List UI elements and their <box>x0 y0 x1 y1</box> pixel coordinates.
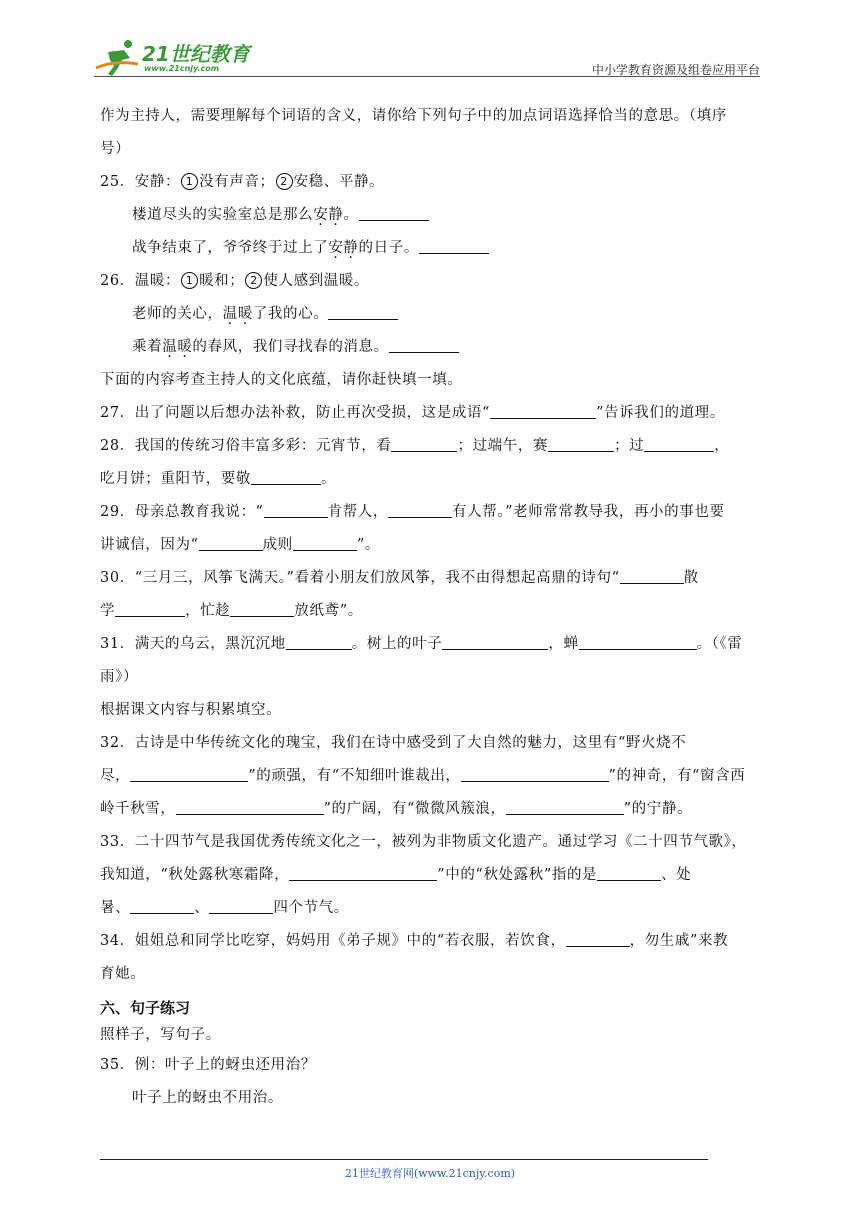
answer-blank[interactable] <box>389 336 459 353</box>
intro-line <box>100 694 764 727</box>
question-text: 成则 <box>262 537 293 553</box>
question-28 <box>100 430 764 463</box>
question-text: 、处 <box>661 867 692 883</box>
answer-blank[interactable] <box>264 501 328 518</box>
question-text: ”的广阔，有“微微风簇浪， <box>323 801 506 817</box>
question-32-cont <box>100 793 764 826</box>
question-text: ”中的“秋处露秋”指的是 <box>437 867 598 883</box>
question-text: ，勿生戚”来教 <box>629 933 729 949</box>
question-29 <box>100 496 764 529</box>
intro-line <box>100 1021 764 1049</box>
question-text: 、 <box>194 900 210 916</box>
question-text: 我知道，“秋处露秋寒霜降， <box>100 867 290 883</box>
answer-blank[interactable] <box>230 600 294 617</box>
footer-divider <box>100 1159 708 1160</box>
page-header <box>94 30 760 78</box>
answer-blank[interactable] <box>328 303 398 320</box>
logo-text: 21世纪教育 <box>142 42 250 66</box>
question-text: 。 <box>321 471 337 487</box>
question-26 <box>100 265 764 298</box>
question-34-cont <box>100 958 764 991</box>
question-text: ， <box>714 438 730 454</box>
answer-blank[interactable] <box>644 435 714 452</box>
question-30 <box>100 562 764 595</box>
section-heading: 六、句子练习 <box>100 999 191 1017</box>
answer-blank[interactable] <box>115 600 185 617</box>
question-text: 27．出了问题以后想办法补救，防止再次受损，这是成语“ <box>100 405 491 421</box>
question-text: 雨》） <box>100 669 139 685</box>
question-33-cont <box>100 859 764 892</box>
question-text: 学 <box>100 603 116 619</box>
q26-sentence-2 <box>100 331 764 364</box>
dotted-char: 静 <box>328 207 344 223</box>
question-text: ”的顽强，有“不知细叶谁裁出， <box>248 768 461 784</box>
dotted-char: 安 <box>328 240 344 256</box>
question-text: ”的神奇，有“窗含西 <box>608 768 746 784</box>
answer-blank[interactable] <box>566 930 630 947</box>
header-divider <box>94 76 760 77</box>
sentence-text: 了我的心。 <box>252 306 329 322</box>
question-text: 叶子上的蚜虫不用治。 <box>132 1090 283 1106</box>
question-text: 32．古诗是中华传统文化的瑰宝，我们在诗中感受到了大自然的魅力，这里有“野火烧不 <box>100 735 687 751</box>
circled-number: 1 <box>181 272 198 289</box>
answer-blank[interactable] <box>293 534 357 551</box>
dotted-char: 温 <box>162 339 178 355</box>
answer-blank[interactable] <box>359 204 429 221</box>
question-32 <box>100 727 764 760</box>
q25-sentence-1 <box>100 199 764 232</box>
answer-blank[interactable] <box>548 435 614 452</box>
intro-text-5: 照样子，写句子。 <box>100 1027 221 1043</box>
question-35 <box>100 1049 764 1082</box>
question-text: 31．满天的乌云，黑沉沉地 <box>100 636 286 652</box>
answer-blank[interactable] <box>130 897 194 914</box>
answer-blank[interactable] <box>419 237 489 254</box>
q25-sentence-2 <box>100 232 764 265</box>
answer-blank[interactable] <box>506 798 624 815</box>
question-text: 讲诚信，因为“ <box>100 537 199 553</box>
intro-text-4: 根据课文内容与积累填空。 <box>100 702 282 718</box>
answer-blank[interactable] <box>579 633 697 650</box>
answer-blank[interactable] <box>251 468 321 485</box>
answer-blank[interactable] <box>289 864 437 881</box>
circled-number: 1 <box>181 173 198 190</box>
answer-blank[interactable] <box>130 765 248 782</box>
q26-option-2: 使人感到温暖。 <box>263 273 370 289</box>
question-31 <box>100 628 764 661</box>
answer-blank[interactable] <box>597 864 661 881</box>
question-text: ”告诉我们的道理。 <box>596 405 725 421</box>
q26-stem: 26．温暖： <box>100 273 181 289</box>
question-text: 34．姐姐总和同学比吃穿，妈妈用《弟子规》中的“若衣服，若饮食， <box>100 933 566 949</box>
question-text: 。树上的叶子 <box>351 636 443 652</box>
site-logo <box>94 38 264 78</box>
question-text: ；过 <box>614 438 645 454</box>
question-30-cont <box>100 595 764 628</box>
question-text: 暑、 <box>100 900 131 916</box>
question-32-cont <box>100 760 764 793</box>
document-body <box>100 100 764 1115</box>
answer-blank[interactable] <box>388 501 452 518</box>
sentence-text: 乘着 <box>132 339 163 355</box>
question-27 <box>100 397 764 430</box>
answer-blank[interactable] <box>391 435 457 452</box>
intro-line <box>100 133 764 166</box>
question-text: 30．“三月三，风筝飞满天。”看着小朋友们放风筝，我不由得想起高鼎的诗句“ <box>100 570 620 586</box>
question-text: 33．二十四节气是我国优秀传统文化之一，被列为非物质文化遗产。通过学习《二十四节气歌》， <box>100 834 747 850</box>
page-footer: 21世纪教育网(www.21cnjy.com) <box>344 1167 516 1180</box>
question-25 <box>100 166 764 199</box>
sentence-text: 楼道尽头的实验室总是那么 <box>132 207 314 223</box>
q25-option-2: 安稳、平静。 <box>293 174 385 190</box>
question-text: 岭千秋雪， <box>100 801 176 817</box>
sentence-text: 战争结束了，爷爷终于过上了 <box>132 240 329 256</box>
q25-stem: 25．安静： <box>100 174 181 190</box>
question-text: 28．我国的传统习俗丰富多彩：元宵节，看 <box>100 438 392 454</box>
dotted-char: 温 <box>222 306 238 322</box>
question-text: ”。 <box>356 537 380 553</box>
question-text: 散 <box>683 570 699 586</box>
question-text: 29．母亲总教育我说：“ <box>100 504 264 520</box>
question-33-cont <box>100 892 764 925</box>
dotted-char: 安 <box>313 207 329 223</box>
question-text: 四个节气。 <box>273 900 349 916</box>
question-text: ”的宁静。 <box>623 801 693 817</box>
question-31-cont <box>100 661 764 694</box>
logo-url: www.21cnjy.com <box>144 64 220 73</box>
question-text: 尽， <box>100 768 131 784</box>
sentence-text: 的春风，我们寻找春的消息。 <box>192 339 389 355</box>
q25-option-1: 没有声音； <box>199 174 275 190</box>
intro-line <box>100 364 764 397</box>
intro-text-2: 号） <box>100 141 131 157</box>
question-text: 育她。 <box>100 966 146 982</box>
answer-blank[interactable] <box>490 402 596 419</box>
intro-text-3: 下面的内容考查主持人的文化底蕴，请你赶快填一填。 <box>100 372 463 388</box>
answer-blank[interactable] <box>620 567 684 584</box>
dotted-char: 暖 <box>177 339 193 355</box>
question-text: ；过端午，赛 <box>457 438 549 454</box>
question-text: 肯帮人， <box>327 504 388 520</box>
sentence-text: 的日子。 <box>358 240 419 256</box>
intro-text-1: 作为主持人，需要理解每个词语的含义，请你给下列句子中的加点词语选择恰当的意思。（填序 <box>100 108 727 124</box>
circled-number: 2 <box>245 272 262 289</box>
question-text: ，蝉 <box>548 636 579 652</box>
dotted-char: 暖 <box>237 306 253 322</box>
question-34 <box>100 925 764 958</box>
answer-blank[interactable] <box>176 798 324 815</box>
q26-option-1: 暖和； <box>199 273 245 289</box>
question-29-cont <box>100 529 764 562</box>
platform-name: 中小学教育资源及组卷应用平台 <box>591 63 760 77</box>
question-text: 有人帮。”老师常常教导我，再小的事也要 <box>451 504 725 520</box>
intro-line <box>100 100 764 133</box>
question-28-cont <box>100 463 764 496</box>
answer-blank[interactable] <box>199 534 263 551</box>
running-man-icon <box>94 38 142 78</box>
question-35-example <box>100 1082 764 1115</box>
question-33 <box>100 826 764 859</box>
circled-number: 2 <box>276 173 293 190</box>
answer-blank[interactable] <box>442 633 548 650</box>
answer-blank[interactable] <box>209 897 273 914</box>
q26-sentence-1 <box>100 298 764 331</box>
dotted-char: 静 <box>343 240 359 256</box>
question-text: 吃月饼；重阳节，要敬 <box>100 471 251 487</box>
answer-blank[interactable] <box>461 765 609 782</box>
sentence-text: 。 <box>343 207 359 223</box>
sentence-text: 老师的关心， <box>132 306 223 322</box>
question-text: 放纸鸢”。 <box>294 603 363 619</box>
question-text: 。（《雷 <box>696 636 743 652</box>
answer-blank[interactable] <box>286 633 352 650</box>
question-text: 35．例：叶子上的蚜虫还用治？ <box>100 1057 316 1073</box>
question-text: ，忙趁 <box>185 603 231 619</box>
